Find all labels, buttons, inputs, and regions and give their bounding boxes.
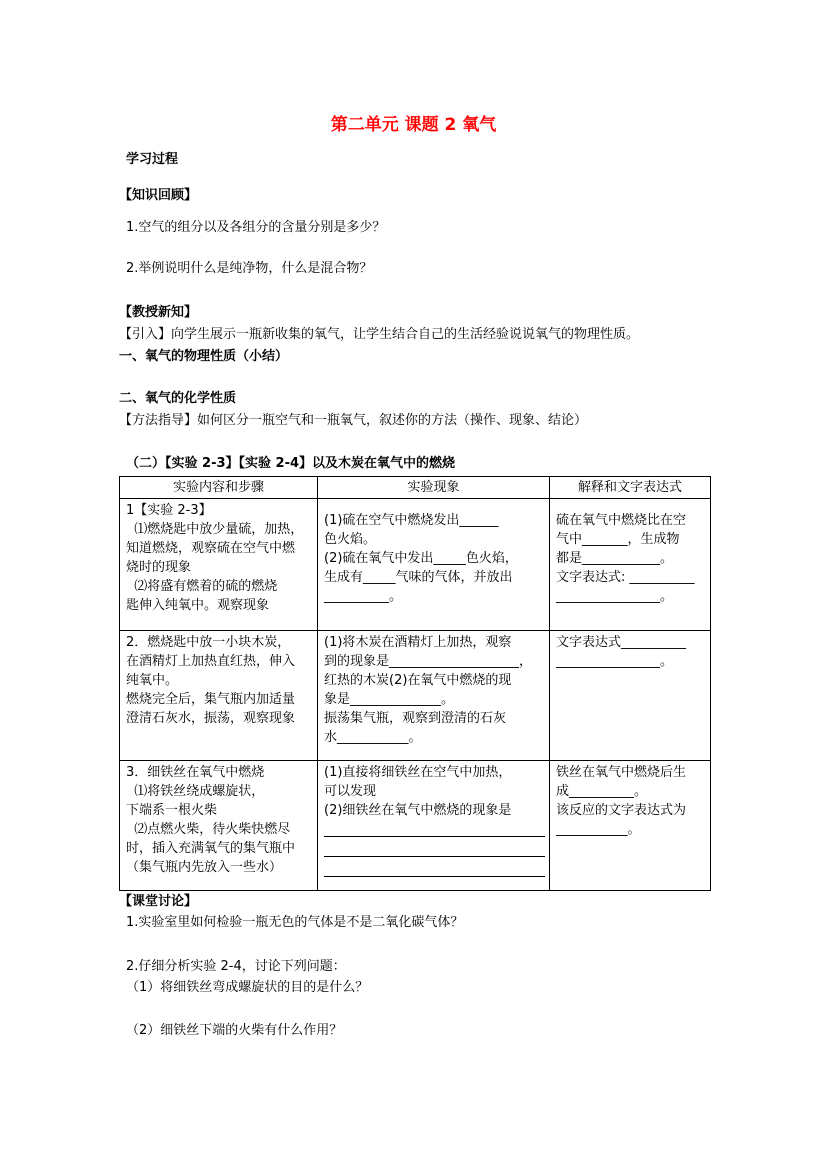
cell-line: （集气瓶内先放入一些水） (126, 860, 283, 875)
cell-line: 下端系一根火柴 (126, 803, 218, 818)
cell-line: 知道燃烧，观察硫在空气中燃 (126, 541, 296, 556)
section-chemical-properties: 二、氧气的化学性质 (119, 391, 237, 406)
answer-blank-line (324, 860, 545, 877)
cell-line: 时，插入充满氧气的集气瓶中 (126, 841, 296, 856)
cell-line: ________________。 (556, 589, 674, 604)
new-knowledge-heading: 【教授新知】 (119, 305, 198, 320)
cell-line: ⑵点燃火柴，待火柴快燃尽 (126, 822, 291, 837)
cell-line: (2)细铁丝在氧气中燃烧的现象是 (324, 803, 512, 818)
cell-line: 1【实验 2-3】 (126, 503, 212, 518)
cell-line: 可以发现 (324, 784, 377, 799)
cell-line: 2．燃烧匙中放一小块木炭， (126, 635, 291, 650)
discussion-question-2-1: （1）将细铁丝弯成螺旋状的目的是什么？ (126, 980, 369, 995)
cell-line: 澄清石灰水，振荡，观察现象 (126, 711, 296, 726)
cell-line: 该反应的文字表达式为 (556, 803, 687, 818)
header-steps: 实验内容和步骤 (120, 477, 318, 499)
explanation-cell (550, 761, 711, 891)
discussion-question-2: 2.仔细分析实验 2-4，讨论下列问题： (126, 959, 346, 974)
cell-line: 在酒精灯上加热直红热，伸入 (126, 654, 296, 669)
method-guidance: 【方法指导】如何区分一瓶空气和一瓶氧气，叙述你的方法（操作、现象、结论） (119, 413, 588, 428)
cell-line: 燃烧完全后，集气瓶内加适量 (126, 692, 296, 707)
cell-line: (1)直接将细铁丝在空气中加热， (324, 765, 512, 780)
cell-line: ________________。 (556, 654, 674, 669)
table-row (120, 499, 711, 631)
explanation-cell (550, 499, 711, 631)
intro-text: 【引入】向学生展示一瓶新收集的氧气，让学生结合自己的生活经验说说氧气的物理性质。 (119, 327, 640, 342)
review-question-2: 2.举例说明什么是纯净物，什么是混合物？ (126, 261, 373, 276)
cell-line: 匙伸入纯氧中。观察现象 (126, 598, 270, 613)
cell-line: 都是____________。 (556, 551, 674, 566)
cell-line: 气中_______，生成物 (556, 532, 680, 547)
steps-cell (120, 761, 318, 891)
review-heading: 【知识回顾】 (119, 188, 198, 203)
steps-cell (120, 499, 318, 631)
table-row (120, 761, 711, 891)
cell-line: 振荡集气瓶，观察到澄清的石灰 (324, 711, 507, 726)
header-phenomena: 实验现象 (318, 477, 550, 499)
phenomena-cell (318, 631, 550, 761)
answer-blank-line (324, 820, 545, 837)
cell-line: 象是______________。 (324, 692, 455, 707)
cell-line: (1)硫在空气中燃烧发出______ (324, 513, 499, 528)
cell-line: 烧时的现象 (126, 560, 192, 575)
page-title: 第二单元 课题 2 氧气 (330, 115, 497, 135)
cell-line: 硫在氧气中燃烧比在空 (556, 513, 687, 528)
discussion-question-1: 1.实验室里如何检验一瓶无色的气体是不是二氧化碳气体？ (126, 915, 464, 930)
cell-line: __________。 (324, 589, 403, 604)
cell-line: 到的现象是____________________， (324, 654, 533, 669)
header-explanation: 解释和文字表达式 (550, 477, 711, 499)
cell-line: (1)将木炭在酒精灯上加热，观察 (324, 635, 512, 650)
experiment-subheading: （二）【实验 2-3】【实验 2-4】以及木炭在氧气中的燃烧 (126, 456, 456, 471)
table-header-row (120, 477, 711, 499)
experiment-table (119, 476, 711, 891)
phenomena-cell (318, 761, 550, 891)
cell-line: 成__________。 (556, 784, 648, 799)
discussion-heading: 【课堂讨论】 (119, 894, 198, 909)
answer-blank-line (324, 840, 545, 857)
cell-line: 水___________。 (324, 730, 422, 745)
cell-line: 文字表达式: __________ (556, 570, 695, 585)
cell-line: 3．细铁丝在氧气中燃烧 (126, 765, 265, 780)
cell-line: 文字表达式__________ (556, 635, 687, 650)
cell-line: 生成有_____气味的气体，并放出 (324, 570, 513, 585)
cell-line: 纯氧中。 (126, 673, 179, 688)
cell-line: 红热的木炭(2)在氧气中燃烧的现 (324, 673, 512, 688)
steps-cell (120, 631, 318, 761)
phenomena-cell (318, 499, 550, 631)
cell-line: ___________。 (556, 822, 641, 837)
cell-line: 铁丝在氧气中燃烧后生 (556, 765, 687, 780)
cell-line: ⑴燃烧匙中放少量硫，加热， (126, 522, 304, 537)
table-row (120, 631, 711, 761)
review-question-1: 1.空气的组分以及各组分的含量分别是多少？ (126, 220, 386, 235)
cell-line: (2)硫在氧气中发出_____色火焰， (324, 551, 518, 566)
cell-line: ⑴将铁丝绕成螺旋状， (126, 784, 265, 799)
cell-line: 色火焰。 (324, 532, 377, 547)
explanation-cell (550, 631, 711, 761)
cell-line: ⑵将盛有燃着的硫的燃烧 (126, 579, 278, 594)
discussion-question-2-2: （2）细铁丝下端的火柴有什么作用？ (126, 1023, 343, 1038)
section-physical-properties: 一、氧气的物理性质（小结） (119, 349, 289, 364)
study-process-label: 学习过程 (126, 152, 179, 167)
